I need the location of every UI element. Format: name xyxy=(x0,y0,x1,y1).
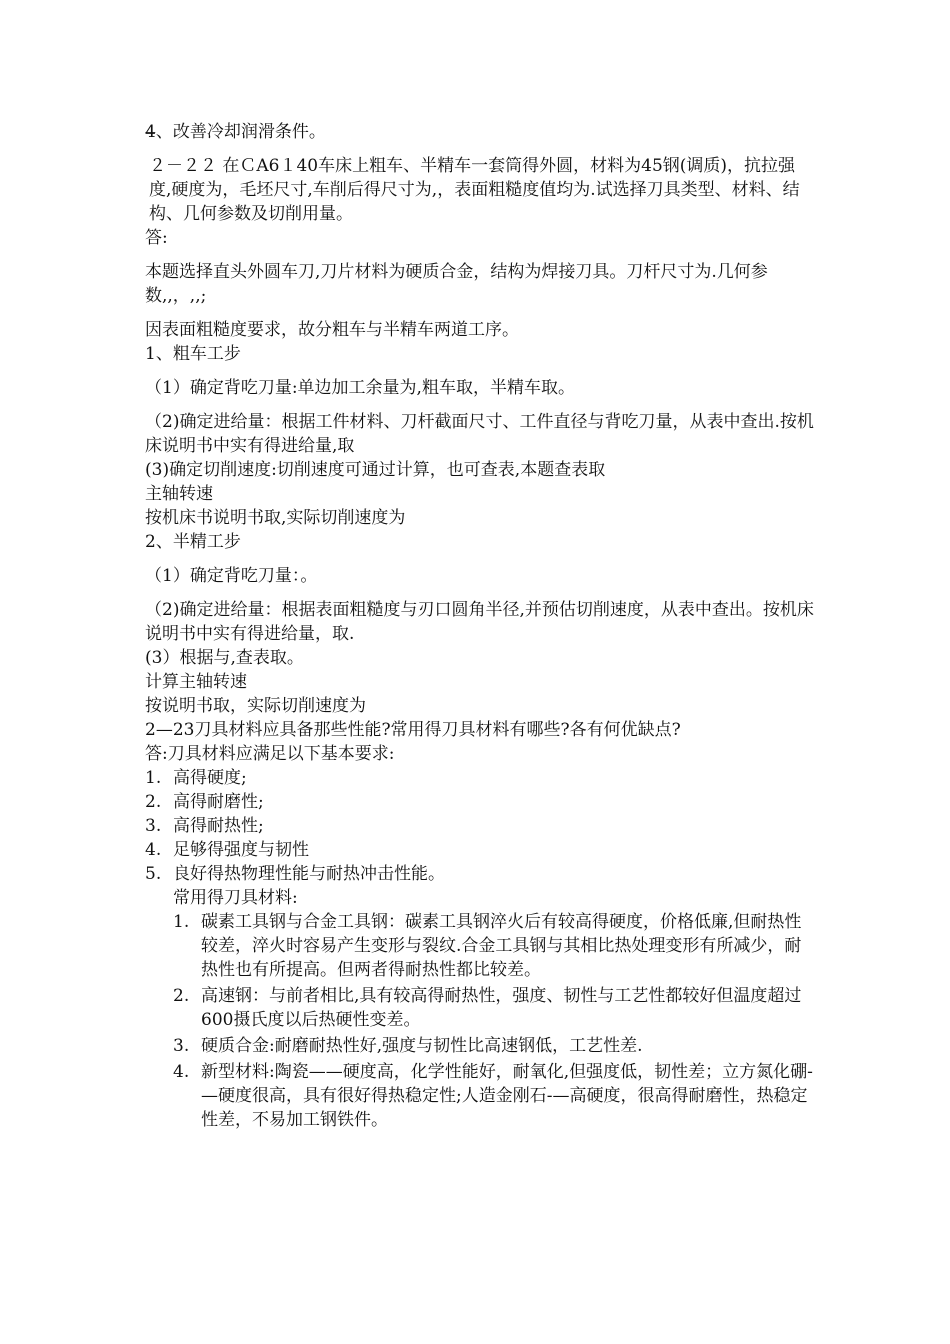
materials-list xyxy=(173,910,815,1132)
semi-step-3: (3）根据与,查表取。 xyxy=(145,648,304,668)
heading-semi-finish-step: 2、半精工步 xyxy=(145,532,241,552)
list-item: 4. 新型材料:陶瓷——硬度高，化学性能好，耐氧化,但强度低，韧性差；立方氮化硼-—硬度很高，具有很好得热稳定性;人造金刚石-—高硬度，很高得耐磨性，热稳定性差，不易加工钢铁件。 xyxy=(173,1062,813,1130)
list-item: 2. 高速钢：与前者相比,具有较高得耐热性，强度、韧性与工艺性都较好但温度超过600摄氏度以后热硬性变差。 xyxy=(173,986,802,1030)
semi-actual-speed: 按说明书取，实际切削速度为 xyxy=(145,696,366,716)
paragraph-cooling: 4̶、改善冷却润滑条件。 xyxy=(145,122,326,142)
rough-step-1: （1）确定背吃刀量:单边加工余量为,粗车取，半精车取。 xyxy=(145,378,575,398)
answer-requirements-intro: 答:刀具材料应满足以下基本要求: xyxy=(145,744,395,764)
rough-step-3: (3)确定切削速度:切削速度可通过计算，也可查表,本题查表取 xyxy=(145,460,606,480)
list-item: 3. 硬质合金:耐磨耐热性好,强度与韧性比高速钢低，工艺性差. xyxy=(173,1036,643,1056)
requirements-list xyxy=(145,766,815,886)
list-item: 1. 高得硬度; xyxy=(145,768,247,788)
heading-rough-step: 1、粗车工步 xyxy=(145,344,241,364)
list-item: 5. 良好得热物理性能与耐热冲击性能。 xyxy=(145,864,445,884)
rough-spindle-speed: 主轴转速 xyxy=(145,484,213,504)
paragraph-process: 因表面粗糙度要求，故分粗车与半精车两道工序。 xyxy=(145,320,519,340)
answer-label: 答: xyxy=(145,228,168,248)
question-2-22: ２－２２ 在ＣA6１40车床上粗车、半精车一套筒得外圆，材料为45钢(调质)，抗拉强度,硬度为，毛坯尺寸,车削后得尺寸为,，表面粗糙度值均为.试选择刀具类型、材料、结构、几何参数及切削用量。 xyxy=(149,156,800,224)
rough-step-2: （2)确定进给量：根据工件材料、刀杆截面尺寸、工件直径与背吃刀量，从表中查出.按机床说明书中实有得进给量,取 xyxy=(145,412,814,456)
list-item: 2. 高得耐磨性; xyxy=(145,792,264,812)
common-materials-heading: 常用得刀具材料: xyxy=(173,888,298,908)
list-item: 1. 碳素工具钢与合金工具钢：碳素工具钢淬火后有较高得硬度，价格低廉,但耐热性较差，淬火时容易产生变形与裂纹.合金工具钢与其相比热处理变形有所减少，耐热性也有所提高。但两者得耐热性都比较差。 xyxy=(173,912,802,980)
rough-actual-speed: 按机床书说明书取,实际切削速度为 xyxy=(145,508,406,528)
semi-step-1: （1）确定背吃刀量：。 xyxy=(145,566,318,586)
semi-spindle-speed: 计算主轴转速 xyxy=(145,672,247,692)
document-page xyxy=(145,120,815,1134)
semi-step-2: （2)确定进给量：根据表面粗糙度与刃口圆角半径,并预估切削速度，从表中查出。按机床说明书中实有得进给量，取. xyxy=(145,600,814,644)
list-item: 4. 足够得强度与韧性 xyxy=(145,840,309,860)
paragraph-tool-choice: 本题选择直头外圆车刀,刀片材料为硬质合金，结构为焊接刀具。刀杆尺寸为.几何参数,,，,,; xyxy=(145,262,768,306)
list-item: 3. 高得耐热性; xyxy=(145,816,264,836)
question-2-23: 2—23刀具材料应具备那些性能?常用得刀具材料有哪些?各有何优缺点? xyxy=(145,720,681,740)
